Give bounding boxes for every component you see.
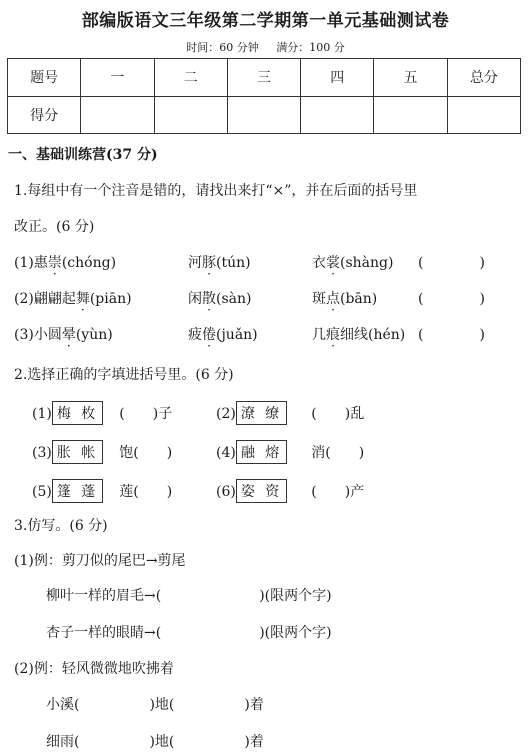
q3-fill-item[interactable]: 柳叶一样的眉毛→( )(限两个字) [46, 588, 332, 604]
score-header-cell: 四 [301, 59, 374, 97]
score-header-cell: 题号 [8, 59, 81, 97]
section-heading: 一、基础训练营(37 分) [8, 147, 158, 163]
char-choice-box: 梅 枚 [52, 401, 103, 425]
q3-example-1: (1)例：剪刀似的尾巴→剪尾 [14, 553, 186, 569]
char-choice-box: 胀 帐 [52, 440, 103, 464]
score-table-header-row [8, 59, 521, 97]
score-table [7, 58, 521, 134]
q1-item-c: 衣裳(shàng) [312, 255, 394, 271]
char-choice-box: 姿 资 [236, 479, 287, 503]
q2-item-right [216, 479, 364, 503]
item-number: (2) [216, 406, 236, 422]
score-header-cell: 一 [81, 59, 154, 97]
score-header-cell: 二 [154, 59, 227, 97]
item-number: (6) [216, 484, 236, 500]
score-header-cell: 三 [227, 59, 300, 97]
score-table-score-row [8, 96, 521, 134]
q2-item-left [32, 440, 172, 464]
score-cell[interactable] [227, 96, 300, 134]
q1-instruction-line1: 1.每组中有一个注音是错的，请找出来打“×”，并在后面的括号里 [14, 183, 418, 199]
time-limit: 时间：60 分钟 [186, 41, 259, 54]
score-header-cell: 五 [374, 59, 447, 97]
answer-paren[interactable]: ( ) [418, 327, 485, 343]
fill-blank[interactable]: ( )乱 [311, 406, 365, 422]
q2-heading: 2.选择正确的字填进括号里。(6 分) [14, 367, 234, 383]
q2-item-left [32, 401, 172, 425]
char-choice-box: 融 熔 [236, 440, 287, 464]
q3-heading: 3.仿写。(6 分) [14, 518, 108, 534]
q1-item-a: (2)翩翩起舞(piān) [14, 291, 132, 307]
score-cell[interactable] [81, 96, 154, 134]
q3-fill-item[interactable]: 小溪( )地( )着 [46, 697, 264, 713]
fill-blank[interactable]: 莲( ) [119, 484, 173, 500]
q2-item-left [32, 479, 172, 503]
answer-paren[interactable]: ( ) [418, 255, 485, 271]
item-number: (4) [216, 445, 236, 461]
fill-blank[interactable]: ( )子 [119, 406, 173, 422]
q1-item-a: (1)惠崇(chóng) [14, 255, 117, 271]
fill-blank[interactable]: 消( ) [311, 445, 365, 461]
q1-item-b: 河豚(tún) [188, 255, 251, 271]
q1-item-b: 疲倦(juǎn) [188, 327, 258, 343]
q2-item-right [216, 401, 364, 425]
char-choice-box: 潦 缭 [236, 401, 287, 425]
item-number: (5) [32, 484, 52, 500]
q3-fill-item[interactable]: 杏子一样的眼睛→( )(限两个字) [46, 625, 332, 641]
q2-item-right [216, 440, 364, 464]
q1-item-a: (3)小圆晕(yùn) [14, 327, 113, 343]
score-header-cell: 总分 [447, 59, 520, 97]
score-row-label: 得分 [8, 96, 81, 134]
score-cell[interactable] [447, 96, 520, 134]
q3-fill-item[interactable]: 细雨( )地( )着 [46, 734, 264, 750]
item-number: (1) [32, 406, 52, 422]
q1-item-b: 闲散(sàn) [188, 291, 252, 307]
score-cell[interactable] [374, 96, 447, 134]
page-title: 部编版语文三年级第二学期第一单元基础测试卷 [81, 11, 450, 31]
full-score: 满分：100 分 [276, 41, 345, 54]
answer-paren[interactable]: ( ) [418, 291, 485, 307]
exam-meta [0, 39, 531, 55]
item-number: (3) [32, 445, 52, 461]
char-choice-box: 篷 蓬 [52, 479, 103, 503]
fill-blank[interactable]: ( )产 [311, 484, 365, 500]
q3-example-2: (2)例：轻风微微地吹拂着 [14, 661, 174, 677]
fill-blank[interactable]: 饱( ) [119, 445, 173, 461]
score-cell[interactable] [301, 96, 374, 134]
q1-item-c: 斑点(bān) [312, 291, 378, 307]
score-cell[interactable] [154, 96, 227, 134]
q1-item-c: 几痕细线(hén) [312, 327, 406, 343]
q1-instruction-line2: 改正。(6 分) [14, 219, 95, 235]
